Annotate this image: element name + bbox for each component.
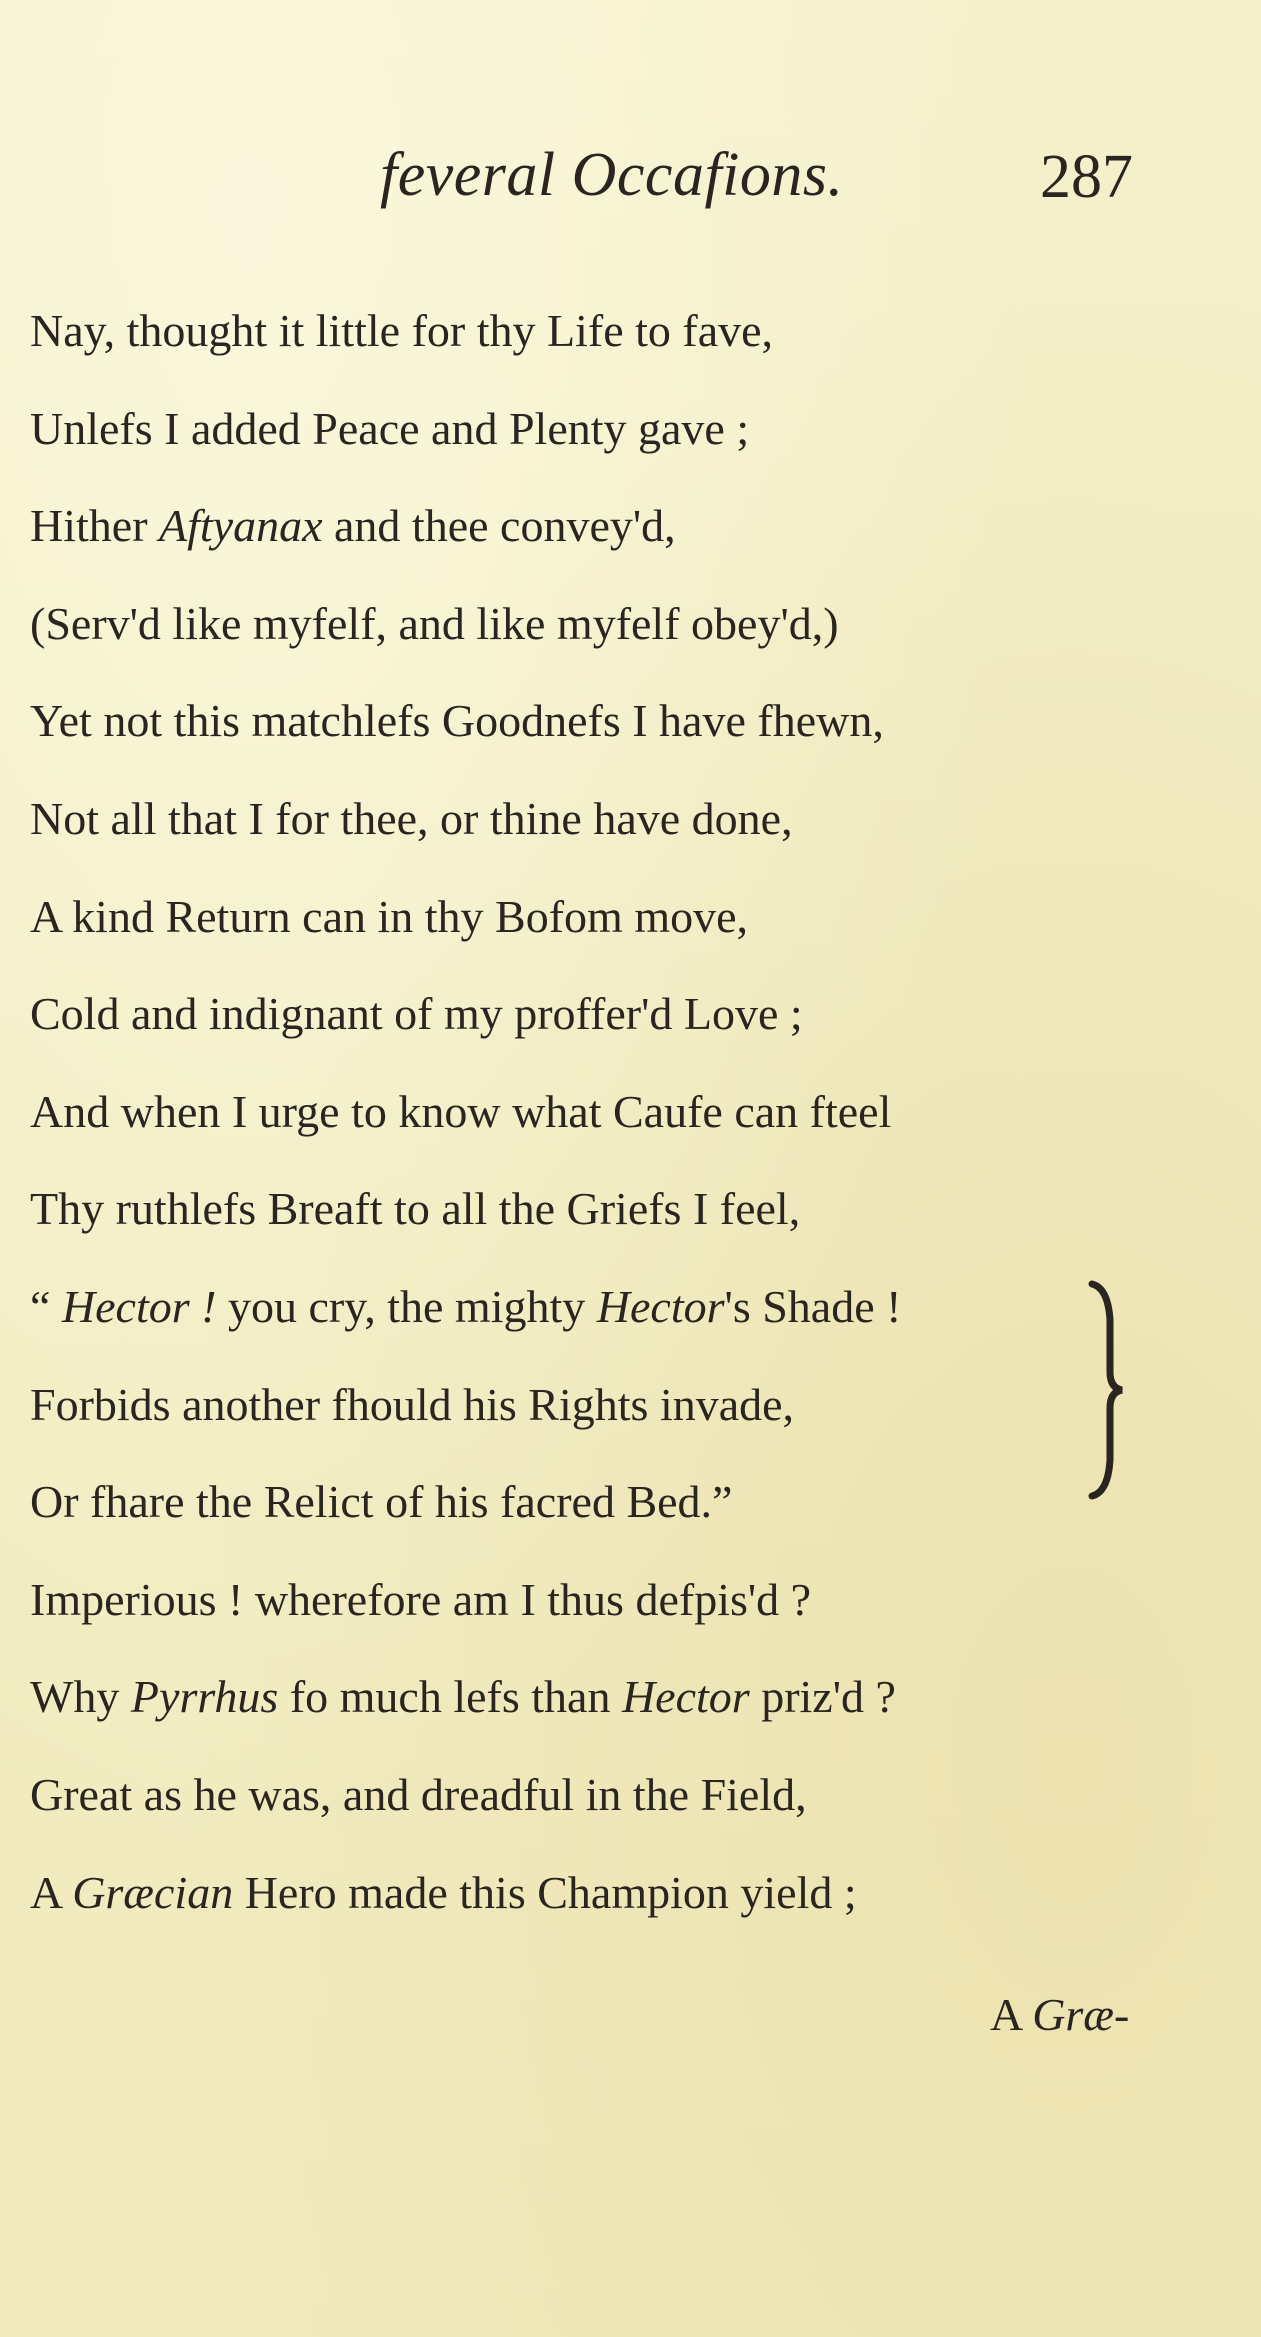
verse-line: A Græcian Hero made this Champion yield ; <box>30 1866 857 1918</box>
verse-line: Imperious ! wherefore am I thus defpis'd ? <box>30 1573 812 1625</box>
page-number: 287 <box>1040 143 1133 211</box>
verse-line: And when I urge to know what Caufe can fteel <box>30 1085 892 1137</box>
running-head-title: feveral Occafions. <box>380 141 844 209</box>
verse-line: Thy ruthlefs Breaft to all the Griefs I feel, <box>30 1183 801 1235</box>
verse-line: Unlefs I added Peace and Plenty gave ; <box>30 402 750 454</box>
triplet-brace <box>1088 1280 1128 1500</box>
verse-line: Hither Aftyanax and thee convey'd, <box>30 500 676 552</box>
verse-line: A kind Return can in thy Bofom move, <box>30 890 749 942</box>
verse-line: Nay, thought it little for thy Life to fave, <box>30 305 774 356</box>
verse-line: Cold and indignant of my proffer'd Love ; <box>30 988 803 1040</box>
verse-line: Forbids another fhould his Rights invade, <box>30 1378 795 1430</box>
verse-line: (Serv'd like myfelf, and like myfelf obey'd,) <box>30 597 839 649</box>
catchword: A Græ- <box>990 1989 1130 2040</box>
verse-line: Yet not this matchlefs Goodnefs I have fhewn, <box>30 695 884 747</box>
verse-line: Great as he was, and dreadful in the Field, <box>30 1768 807 1820</box>
verse-line: Why Pyrrhus fo much lefs than Hector priz'd ? <box>30 1671 896 1723</box>
verse-line: Or fhare the Relict of his facred Bed.” <box>30 1476 733 1528</box>
verse-line: “ Hector ! you cry, the mighty Hector's Shade ! <box>30 1280 902 1332</box>
verse-block <box>30 282 1170 1941</box>
verse-line: Not all that I for thee, or thine have done, <box>30 792 793 844</box>
running-head <box>0 140 1261 230</box>
